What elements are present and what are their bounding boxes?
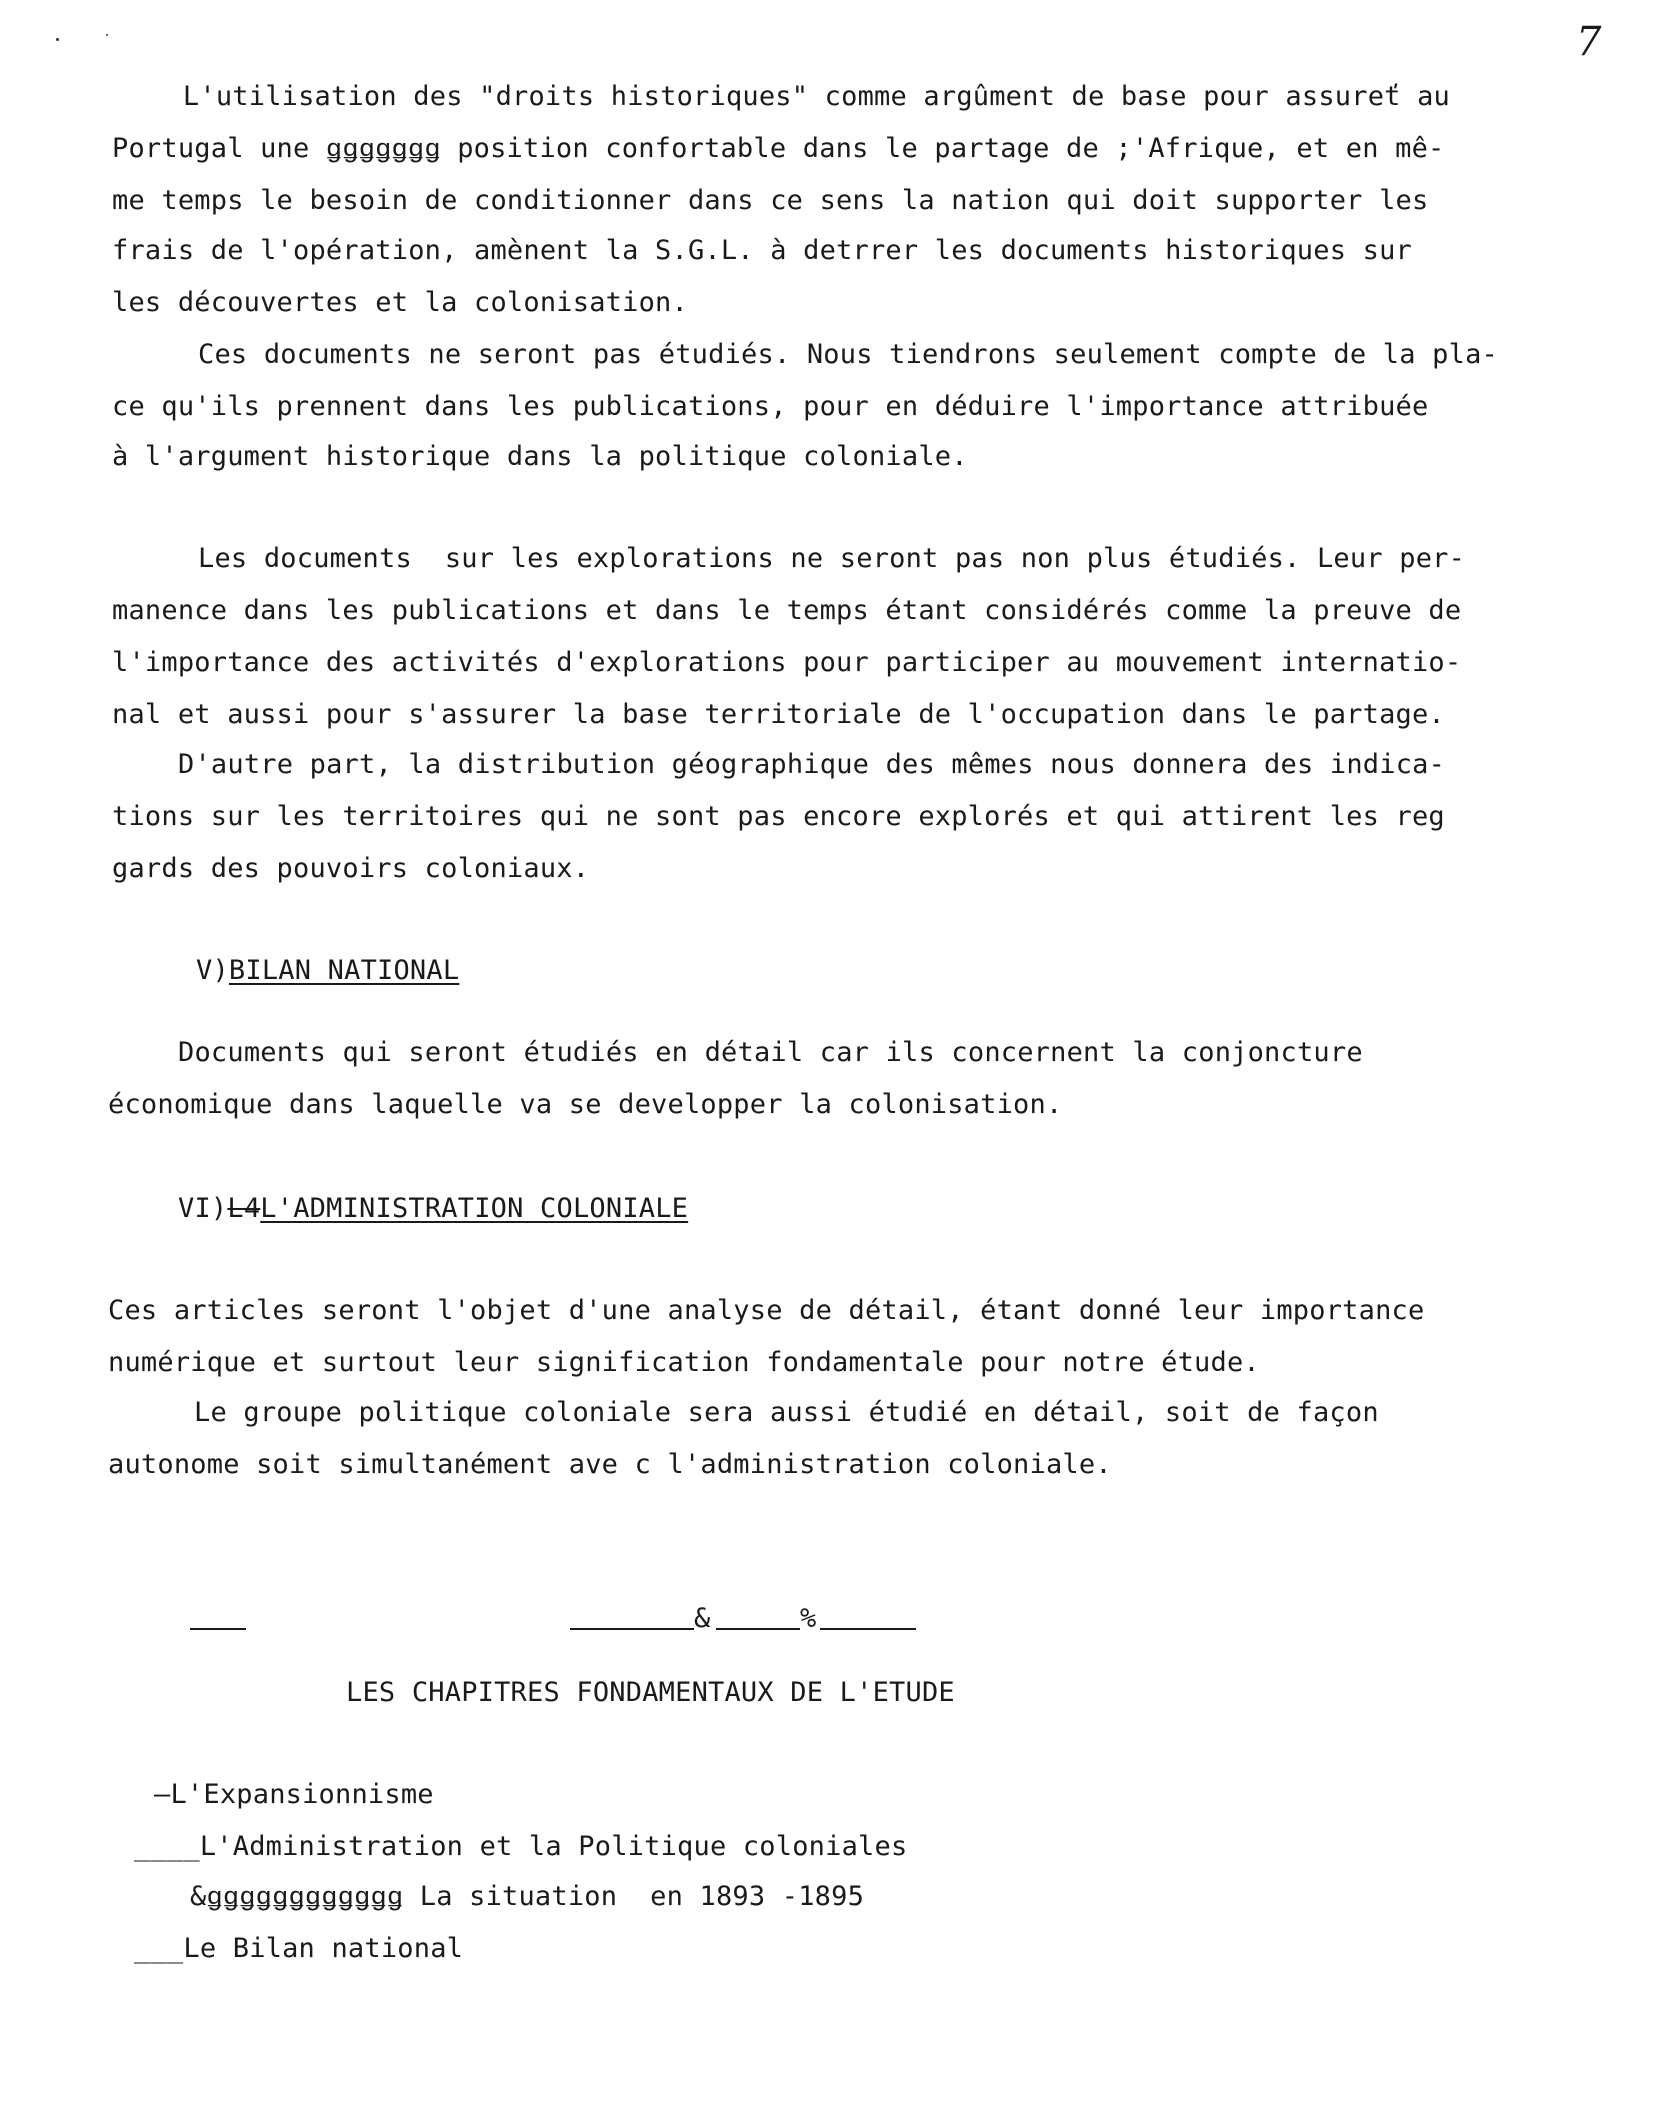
intro-line-2: Portugal une ǥǥǥǥǥǥǥ position confortable dans le partage de ;'Afrique, et en mê- [112,133,1445,164]
section-vi-heading [178,1192,688,1226]
separator-percent: % [800,1603,817,1634]
section-vi-line-4: autonome soit simultanément ave c l'administration coloniale. [108,1449,1112,1480]
section-vi-line-3: Le groupe politique coloniale sera aussi étudié en détail, soit de façon [194,1397,1379,1428]
section-vi-struck-text: L4 [227,1193,261,1224]
explorations-line-4: nal et aussi pour s'assurer la base territoriale de l'occupation dans le partage. [112,699,1445,730]
chapters-heading: LES CHAPITRES FONDAMENTAUX DE L'ETUDE [346,1677,955,1708]
intro-line-4: frais de l'opération, amènent la S.G.L. à detrrer les documents historiques sur [112,235,1412,266]
paper-speck [106,34,108,36]
explorations-line-6: tions sur les territoires qui ne sont pas encore explorés et qui attirent les reg [112,801,1445,832]
separator-rule-left [570,1628,694,1630]
page-number: 7 [1576,19,1602,65]
separator-short-rule [190,1628,246,1630]
intro-line-3: me temps le besoin de conditionner dans ce sens la nation qui doit supporter les [112,185,1429,216]
explorations-line-3: l'importance des activités d'explorations pour participer au mouvement internatio- [112,647,1462,678]
section-v-line-2: économique dans laquelle va se developper la colonisation. [108,1089,1063,1120]
paper-speck [56,38,59,41]
historical-line-3: à l'argument historique dans la politique coloniale. [112,441,968,472]
chapter-item: ___Le Bilan national [134,1933,464,1964]
separator-rule-middle [716,1628,800,1630]
intro-line-1: L'utilisation des "droits historiques" comme argûment de base pour assureť au [150,81,1450,112]
section-v-number: V) [196,955,229,986]
explorations-line-5: D'autre part, la distribution géographique des mêmes nous donnera des indica- [178,749,1446,780]
historical-line-2: ce qu'ils prennent dans les publications, pour en déduire l'importance attribuée [112,391,1429,422]
separator-rule-right [820,1628,916,1630]
section-vi-number: VI) [178,1193,228,1224]
section-vi-line-2: numérique et surtout leur signification fondamentale pour notre étude. [108,1347,1260,1378]
intro-line-5: les découvertes et la colonisation. [112,287,688,318]
section-vi-line-1: Ces articles seront l'objet d'une analyse de détail, étant donné leur importance [108,1295,1425,1326]
explorations-line-7: gards des pouvoirs coloniaux. [112,853,590,884]
historical-line-1: Ces documents ne seront pas étudiés. Nous tiendrons seulement compte de la pla- [198,339,1498,370]
section-vi-title: L'ADMINISTRATION COLONIALE [260,1193,689,1224]
chapter-item: —L'Expansionnisme [154,1779,434,1810]
section-v-line-1: Documents qui seront étudiés en détail car ils concernent la conjoncture [178,1037,1363,1068]
explorations-line-1: Les documents sur les explorations ne seront pas non plus étudiés. Leur per- [198,543,1466,574]
explorations-line-2: manence dans les publications et dans le temps étant considérés comme la preuve de [112,595,1462,626]
section-v-heading [196,954,459,988]
separator-ampersand: & [694,1603,711,1634]
chapter-item: &ǥǥǥǥǥǥǥǥǥǥǥǥ La situation en 1893 -1895 [190,1881,865,1912]
chapter-item: ____L'Administration et la Politique coloniales [134,1831,908,1862]
section-v-title: BILAN NATIONAL [228,955,460,986]
